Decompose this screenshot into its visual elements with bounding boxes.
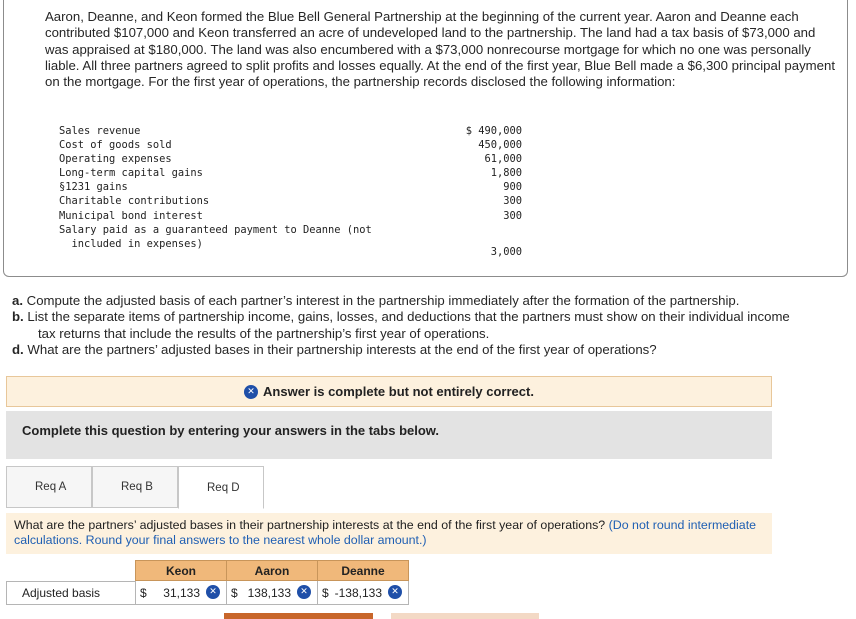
currency-symbol: $ xyxy=(322,586,329,600)
incorrect-icon: ✕ xyxy=(388,585,402,599)
currency-symbol: $ xyxy=(231,586,238,600)
question-d xyxy=(12,342,852,358)
answer-input-keon[interactable] xyxy=(135,581,227,605)
ledger-row xyxy=(59,223,529,237)
ledger-label: §1231 gains xyxy=(59,181,128,194)
ledger-row xyxy=(59,209,529,223)
ledger-label: Cost of goods sold xyxy=(59,139,172,152)
x-circle-icon: ✕ xyxy=(244,385,258,399)
question-text: tax returns that include the results of the partnership’s first year of operations. xyxy=(38,325,490,341)
tab-label: Req D xyxy=(207,481,240,494)
ledger-row xyxy=(59,237,529,258)
ledger-row xyxy=(59,138,529,152)
answer-value: 31,133 xyxy=(163,586,200,600)
tab-label: Req A xyxy=(35,481,67,493)
incorrect-icon: ✕ xyxy=(206,585,220,599)
ledger-row xyxy=(59,152,529,166)
req-d-question-text: What are the partners’ adjusted bases in their partnership interests at the end of the first year of operations? xyxy=(14,518,606,532)
question-key: b. xyxy=(12,309,24,325)
instruction-bar xyxy=(6,411,772,459)
ledger-label: Sales revenue xyxy=(59,125,141,137)
tab-req-d[interactable] xyxy=(178,466,264,509)
answer-value: 138,133 xyxy=(247,586,291,600)
next-button[interactable] xyxy=(391,613,539,619)
ledger-row xyxy=(59,124,529,138)
ledger-value: $ 490,000 xyxy=(465,125,522,137)
table-corner xyxy=(6,560,136,581)
column-header-keon: Keon xyxy=(135,560,227,581)
question-list xyxy=(12,293,852,358)
question-b xyxy=(12,309,852,325)
question-text: What are the partners’ adjusted bases in their partnership interests at the end of the first year of operations? xyxy=(27,341,657,357)
status-banner xyxy=(6,376,772,407)
ledger-label: Long-term capital gains xyxy=(59,167,203,180)
ledger-value: 3,000 xyxy=(490,245,522,258)
tab-bar xyxy=(6,466,776,508)
currency-symbol: $ xyxy=(140,586,147,600)
ledger-label: Salary paid as a guaranteed payment to Deanne (not xyxy=(59,223,372,236)
problem-box xyxy=(3,0,848,277)
column-header-aaron: Aaron xyxy=(226,560,318,581)
ledger-value: 61,000 xyxy=(484,153,522,166)
ledger-row xyxy=(59,166,529,180)
req-d-hint: (Do not round intermediate calculations. Round your final answers to the nearest whole dollar amount.) xyxy=(14,518,757,547)
answer-input-aaron[interactable] xyxy=(226,581,318,605)
question-key: d. xyxy=(12,341,24,357)
tab-req-a[interactable] xyxy=(6,466,92,508)
answer-table xyxy=(6,560,409,605)
question-a xyxy=(12,293,852,309)
ledger-label: included in expenses) xyxy=(59,237,203,250)
prev-button[interactable] xyxy=(224,613,373,619)
ledger-value: 1,800 xyxy=(490,167,522,180)
ledger-value: 300 xyxy=(503,209,522,222)
question-b-continued xyxy=(12,326,852,342)
req-d-question xyxy=(6,513,772,554)
ledger-value: 900 xyxy=(503,181,522,194)
tab-label: Req B xyxy=(121,481,153,493)
ledger-row xyxy=(59,194,529,208)
ledger-label: Charitable contributions xyxy=(59,195,210,208)
column-header-deanne: Deanne xyxy=(317,560,409,581)
incorrect-icon: ✕ xyxy=(297,585,311,599)
question-text: Compute the adjusted basis of each partner’s interest in the partnership immediately after the formation of the partnership. xyxy=(26,293,740,308)
ledger-value: 300 xyxy=(503,195,522,208)
ledger-label: Municipal bond interest xyxy=(59,209,203,222)
ledger-value: 450,000 xyxy=(478,139,522,152)
tab-req-b[interactable] xyxy=(92,466,178,508)
row-label-text: Adjusted basis xyxy=(22,586,101,600)
ledger-row xyxy=(59,180,529,194)
row-label-adjusted-basis xyxy=(6,581,136,605)
instruction-text: Complete this question by entering your answers in the tabs below. xyxy=(22,423,440,438)
ledger-table xyxy=(59,124,529,258)
question-text: List the separate items of partnership income, gains, losses, and deductions that the partners must show on their individual income xyxy=(27,309,790,325)
problem-intro: Aaron, Deanne, and Keon formed the Blue Bell General Partnership at the beginning of the current year. Aaron and Deanne each contributed $107,000 and Keon transferred an acre of undeveloped land to the partnership. The land had a tax basis of $73,000 and was appraised at $180,000. The land was also encumbered with a $73,000 nonrecourse mortgage for which no one was personally liable. All three partners agreed to split profits and losses equally. At the end of the first year, Blue Bell made a $6,300 principal payment on the mortgage. For the first year of operations, the partnership records disclosed the following information: xyxy=(45,9,835,90)
status-text: Answer is complete but not entirely correct. xyxy=(263,384,534,399)
ledger-label: Operating expenses xyxy=(59,153,172,166)
answer-value: -138,133 xyxy=(334,586,382,600)
answer-input-deanne[interactable] xyxy=(317,581,409,605)
question-key: a. xyxy=(12,293,23,308)
